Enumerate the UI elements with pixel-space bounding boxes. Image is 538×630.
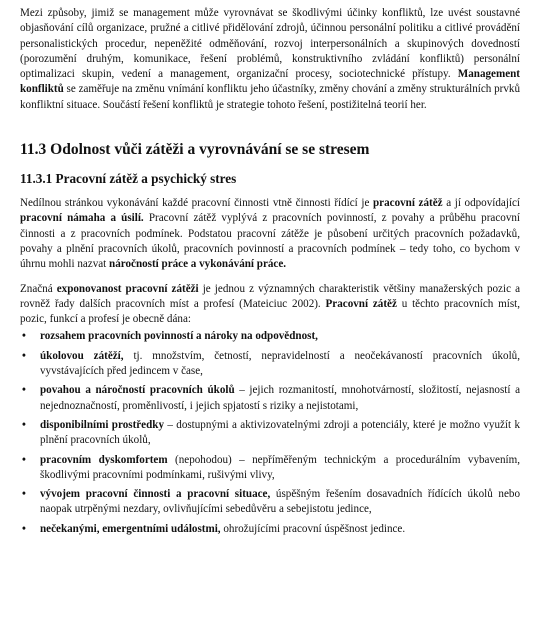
list-item — [20, 453, 520, 484]
list-item-bold: pracovním dyskomfortem — [40, 453, 168, 466]
para2-bold-2: Pracovní zátěž — [325, 297, 397, 310]
list-item-text: – jejich rozmanitostí, mnohotvárností, složitostí, nejasností a nejednoznačností, proměnlivostí, i jejich spjatostí s riziky a nejistotami, — [40, 384, 520, 412]
section-heading-11-3: 11.3 Odolnost vůči zátěži a vyrovnávání se se stresem — [20, 141, 370, 159]
list-item — [20, 329, 520, 344]
bullet-icon: • — [22, 384, 26, 397]
list-item-text: – dostupnými a aktivizovatelnými zdroji a potenciály, které je možno využít k plnění pracovních úkolů, — [40, 418, 520, 447]
bullet-icon: • — [22, 330, 26, 343]
list-item-text: tj. množstvím, četností, nepravidelností a neočekávaností pracovních úkolů, vyvstávajících před jedincem v čase, — [40, 349, 520, 378]
para1-text-1: Nedílnou stránkou vykonávání každé pracovní činnosti vtně činnosti řídící je — [20, 197, 373, 210]
para1-bold-2: pracovní námaha a úsilí. — [20, 212, 144, 225]
list-item — [20, 487, 520, 518]
para2-text-2: je jednou z významných charakteristik většiny manažerských pozic a rovněž řady dalších pracovních míst a profesí (Mateiciuc 2002). — [20, 282, 520, 310]
list-item-bold: nečekanými, emergentními událostmi, — [40, 522, 221, 535]
list-item-text: úspěšným řešením dosavadních řídících úkolů nebo naopak utrpěnými nezdary, ovlivňujícími sebedůvěru a sebejistotu jedince, — [40, 488, 520, 516]
bullet-icon: • — [22, 488, 26, 501]
list-item — [20, 349, 520, 380]
intro-text: Mezi způsoby, jimiž se management může vyrovnávat se škodlivými účinky konfliktů, lze uvést soustavné objasňování cílů organizace, pružné a citlivé přidělování zdrojů, účinnou personální politiku a citlivé provádění personalistických procedur, nepeněžité odměňování, rozvoj interpersonálních a skupinových dovedností (porozumění druhým, komunikace, řešení problémů, konstruktivního zvládání konfliktů) personální optimalizaci skupin, vedení a management, organizační procesy, sociotechnické přístupy. — [20, 7, 520, 81]
paragraph-workload — [20, 196, 520, 272]
para2-text-1: Značná — [20, 282, 57, 295]
bullet-icon: • — [22, 349, 26, 362]
intro-text-2: se zaměřuje na změnu vnímání konfliktu jeho účastníky, změny chování a změny strukturálních prvků konfliktní situace. Součástí řešení konfliktů je strategie tohoto řešení, postižitelná teorií her. — [20, 83, 520, 111]
list-item — [20, 418, 520, 449]
list-item-bold: povahou a náročností pracovních úkolů — [40, 384, 235, 397]
paragraph-exposure — [20, 282, 520, 328]
para1-bold-1: pracovní zátěž — [373, 197, 443, 210]
list-item-bold: vývojem pracovní činnosti a pracovní situace, — [40, 488, 271, 501]
para2-bold-1: exponovanost pracovní zátěži — [56, 282, 199, 295]
para1-bold-3: náročností práce a vykonávání práce. — [109, 258, 287, 271]
list-item-bold: úkolovou zátěží, — [40, 349, 124, 362]
list-item — [20, 522, 520, 537]
subsection-heading-11-3-1: 11.3.1 Pracovní zátěž a psychický stres — [20, 171, 237, 187]
bullet-icon: • — [22, 453, 26, 466]
list-item — [20, 383, 520, 414]
workload-factors-list — [20, 329, 520, 537]
list-item-bold: disponibilními prostředky — [40, 418, 164, 431]
bullet-icon: • — [22, 522, 26, 535]
para1-text-2: a jí odpovídající — [442, 197, 520, 210]
list-item-text: ohrožujícími pracovní úspěšnost jedince. — [220, 522, 406, 535]
intro-bold-term: Management konfliktů — [20, 68, 520, 96]
list-item-bold: rozsahem pracovních povinností a nároky na odpovědnost, — [40, 330, 318, 343]
intro-paragraph — [20, 6, 520, 113]
para1-text-3: Pracovní zátěž vyplývá z pracovních povinností, z povahy a průběhu pracovní činnosti a z pracovních podmínek. Podstatou pracovní zátěže je působení určitých pracovních požadavků, povahy a plnění pracovních úkolů, pracovních povinností a pracovních podmínek – tedy toho, co bychom v úhrnu mohli nazvat — [20, 212, 520, 271]
para2-text-3: u těchto pracovních míst, pozic, funkcí a profesí je obecně dána: — [20, 297, 520, 326]
list-item-text: (nepohodou) – nepříměřeným technickým a procedurálním vybavením, škodlivými pracovními podmínkami, rušivými vlivy, — [40, 453, 520, 481]
bullet-icon: • — [22, 418, 26, 431]
